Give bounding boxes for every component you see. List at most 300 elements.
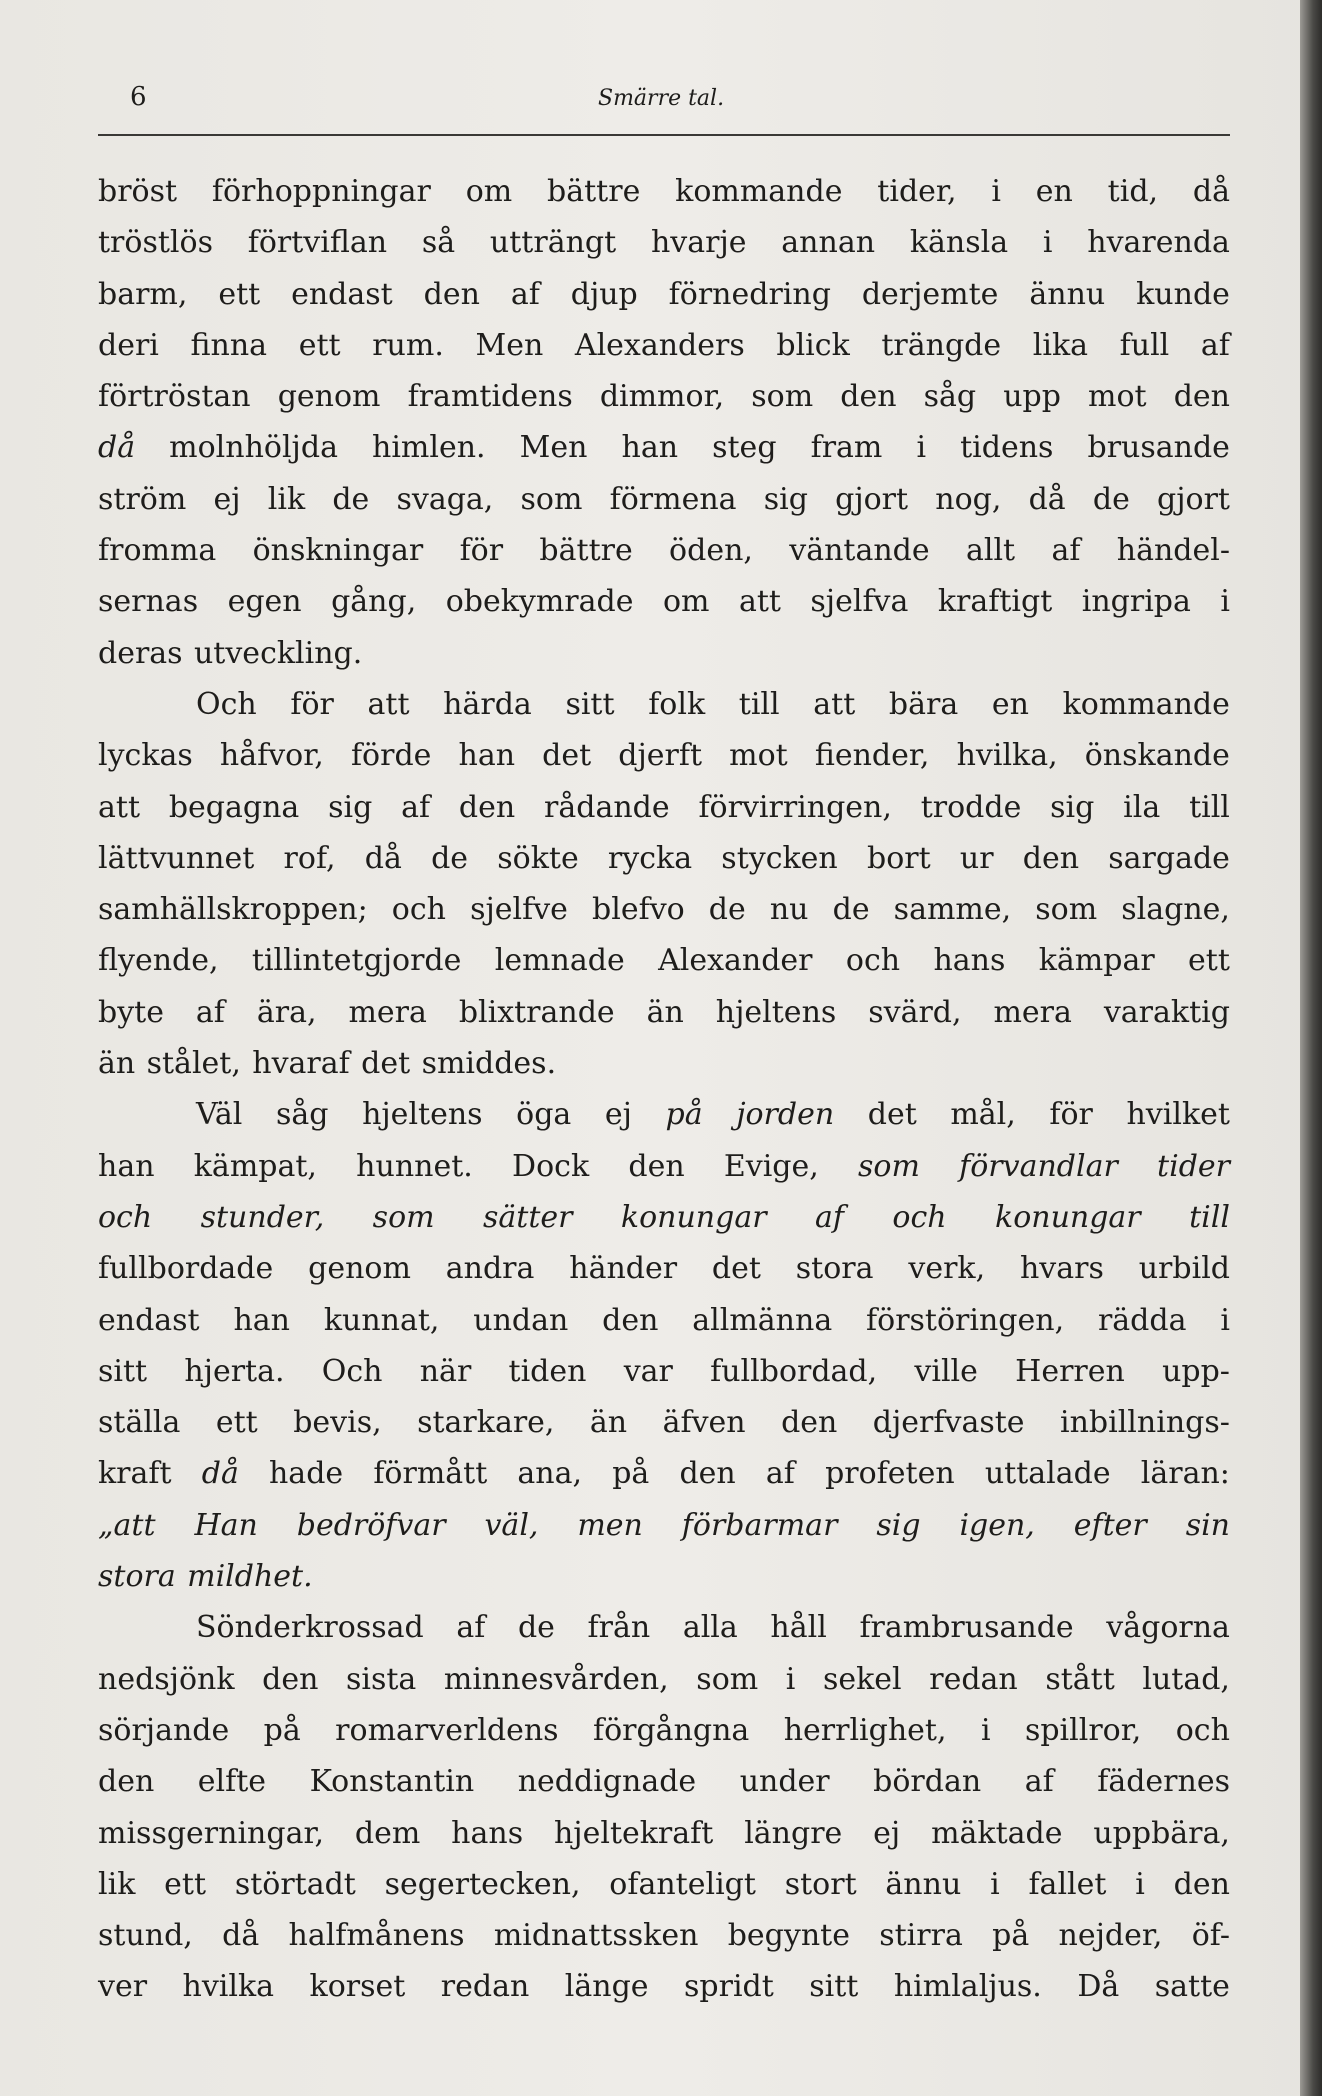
italic-word: „att: [98, 1507, 156, 1543]
word: att: [367, 686, 410, 722]
word: de: [708, 892, 746, 928]
word: till: [1189, 789, 1230, 825]
word: han: [233, 1302, 290, 1338]
word: urbild: [1138, 1251, 1230, 1287]
word: den: [262, 1661, 319, 1697]
word: kämpat,: [193, 1148, 317, 1184]
word: sig: [328, 789, 373, 825]
word: och: [1175, 1712, 1230, 1748]
word: hunnet.: [356, 1148, 473, 1184]
word: en: [991, 686, 1029, 722]
word: önskningar: [252, 533, 424, 569]
text-line: [98, 1405, 1230, 1456]
word: varaktig: [1103, 994, 1230, 1030]
word: upp: [1003, 379, 1061, 415]
word: ännu: [1029, 276, 1106, 312]
word: härda: [443, 686, 532, 722]
word: halfmånens: [288, 1918, 465, 1954]
word: Men: [519, 430, 588, 466]
word: endast: [98, 1302, 200, 1338]
text-line: [98, 1918, 1230, 1969]
word: stålet,: [146, 1046, 241, 1082]
word: andra: [445, 1251, 535, 1287]
word: sekel: [822, 1661, 902, 1697]
word: stått: [1045, 1661, 1115, 1697]
word: af: [195, 994, 225, 1030]
word: så: [421, 225, 456, 261]
text-line: [98, 1354, 1230, 1405]
word: bröst: [98, 174, 178, 209]
word: fädernes: [1097, 1764, 1230, 1800]
word: det: [361, 1046, 411, 1082]
italic-word: igen,: [959, 1507, 1035, 1543]
word: störtadt: [234, 1866, 356, 1902]
word: den: [423, 276, 480, 312]
word: elfte: [197, 1764, 267, 1800]
word: händel-: [1116, 533, 1230, 569]
text-line: [98, 790, 1230, 841]
word: ära,: [256, 994, 317, 1030]
word: flyende,: [98, 943, 219, 979]
word: dimmor,: [599, 379, 725, 415]
body-text: [98, 174, 1230, 2021]
word: annan: [781, 225, 876, 261]
word: sargade: [1108, 840, 1230, 876]
word: byte: [98, 994, 164, 1030]
word: rum.: [372, 327, 444, 363]
word: rådande: [544, 789, 670, 825]
italic-word: som: [372, 1199, 435, 1235]
word: de: [332, 481, 370, 517]
word: brusande: [1087, 430, 1230, 466]
word: fiender,: [814, 738, 930, 774]
word: den: [98, 1764, 155, 1800]
italic-word: som: [858, 1148, 920, 1184]
word: bördan: [873, 1764, 982, 1800]
word: af: [401, 789, 431, 825]
word: ur: [959, 840, 994, 876]
word: om: [465, 174, 513, 209]
text-line: [98, 482, 1230, 533]
word: att: [98, 789, 140, 825]
word: af: [1051, 533, 1081, 569]
word: folk: [648, 686, 706, 722]
word: ver: [98, 1969, 148, 2005]
italic-word: sin: [1185, 1507, 1230, 1543]
word: kraft: [98, 1456, 172, 1492]
word: sista: [345, 1661, 417, 1697]
word: allmänna: [692, 1302, 833, 1338]
word: på: [612, 1456, 650, 1492]
word: som: [520, 481, 583, 517]
word: sitt: [98, 1353, 148, 1389]
word: hvaraf: [252, 1046, 350, 1082]
word: mäktade: [931, 1815, 1063, 1851]
word: var: [623, 1353, 673, 1389]
word: som: [751, 379, 814, 415]
word: mot: [729, 738, 788, 774]
word: stirra: [879, 1918, 963, 1954]
text-line: [98, 1456, 1230, 1507]
word: allt: [965, 533, 1016, 569]
word: vågorna: [1106, 1610, 1230, 1646]
word: bevis,: [293, 1405, 382, 1441]
word: i: [1220, 584, 1230, 620]
word: hjerta.: [184, 1353, 285, 1389]
word: de: [1092, 481, 1130, 517]
word: hjeltens: [715, 994, 837, 1030]
word: korset: [309, 1969, 406, 2005]
word: tröstlös: [98, 225, 213, 261]
word: hvilka,: [956, 738, 1058, 774]
word: bättre: [539, 533, 633, 569]
word: hans: [933, 943, 1006, 979]
word: Och: [196, 686, 257, 722]
running-head: Smärre tal.: [598, 86, 725, 111]
word: djerft: [618, 738, 703, 774]
word: öden,: [669, 533, 753, 569]
word: undan: [473, 1302, 569, 1338]
word: Evige,: [723, 1148, 819, 1184]
text-line: [98, 1251, 1230, 1302]
word: bort: [866, 840, 931, 876]
text-line: [98, 1097, 1230, 1148]
word: samhällskroppen;: [98, 892, 368, 928]
word: han: [458, 738, 516, 774]
word: inbillnings-: [1060, 1405, 1230, 1441]
italic-word: stora: [98, 1559, 176, 1595]
word: ej: [873, 1815, 901, 1851]
word: tid,: [1107, 174, 1159, 209]
word: då: [222, 1918, 260, 1954]
word: smiddes.: [421, 1046, 557, 1082]
word: det: [711, 1251, 761, 1287]
word: i: [916, 430, 927, 466]
word: genom: [277, 379, 381, 415]
italic-word: tider: [1157, 1148, 1230, 1184]
text-line: [98, 1559, 1230, 1610]
word: hjeltekraft: [553, 1815, 714, 1851]
word: uttalade: [984, 1456, 1111, 1492]
word: ett: [164, 1866, 207, 1902]
word: af: [510, 276, 540, 312]
italic-word: konungar: [995, 1199, 1141, 1235]
word: i: [980, 1712, 991, 1748]
italic-word: sig: [876, 1507, 921, 1543]
word: kunnat,: [323, 1302, 440, 1338]
word: utveckling.: [193, 635, 363, 671]
header-rule: [98, 134, 1230, 136]
word: Och: [321, 1353, 383, 1389]
word: rof,: [283, 840, 336, 876]
word: hans: [451, 1815, 524, 1851]
word: gjort: [1157, 481, 1230, 517]
word: tider,: [877, 174, 957, 209]
word: han: [621, 430, 679, 466]
word: frambrusande: [859, 1610, 1074, 1646]
text-line: [98, 1200, 1230, 1251]
word: i: [785, 1661, 796, 1697]
italic-word: Han: [194, 1507, 258, 1543]
word: förhoppningar: [211, 174, 431, 209]
word: den: [458, 789, 516, 825]
word: väntande: [789, 533, 930, 569]
word: nu: [769, 892, 809, 928]
text-line: [98, 995, 1230, 1046]
word: redan: [929, 1661, 1018, 1697]
word: läran:: [1140, 1456, 1230, 1492]
word: redan: [440, 1969, 530, 2005]
word: endast: [291, 276, 393, 312]
word: hvilka: [182, 1969, 275, 2005]
word: svaga,: [396, 481, 494, 517]
italic-word: mildhet.: [187, 1559, 313, 1595]
word: hade: [268, 1456, 344, 1492]
word: mål,: [950, 1097, 1016, 1133]
word: en: [1035, 174, 1073, 209]
word: neddignade: [517, 1764, 697, 1800]
word: af: [1024, 1764, 1054, 1800]
word: förmått: [373, 1456, 488, 1492]
word: fromma: [98, 533, 217, 569]
text-line: [98, 1610, 1230, 1661]
italic-word: på: [665, 1097, 703, 1133]
text-line: [98, 328, 1230, 379]
word: bättre: [547, 174, 641, 209]
word: lättvunnet: [98, 840, 255, 876]
word: obekymrade: [445, 584, 634, 620]
word: kämpar: [1038, 943, 1155, 979]
text-line: [98, 1149, 1230, 1200]
word: spridt: [684, 1969, 774, 2005]
word: i: [990, 1866, 1000, 1902]
word: de: [832, 892, 870, 928]
text-line: [98, 225, 1230, 276]
word: uppbära,: [1093, 1815, 1230, 1851]
word: om: [662, 584, 710, 620]
word: i: [991, 174, 1001, 209]
word: genom: [308, 1251, 411, 1287]
word: trodde: [920, 789, 1022, 825]
word: han: [98, 1148, 155, 1184]
word: den: [1022, 840, 1080, 876]
italic-word: och: [892, 1199, 947, 1235]
word: tillintetgjorde: [251, 943, 462, 979]
text-line: [98, 533, 1230, 584]
word: steg: [712, 430, 777, 466]
italic-word: bedröfvar: [296, 1507, 446, 1543]
word: barm,: [98, 276, 188, 312]
word: Alexander: [658, 943, 813, 979]
word: håfvor,: [219, 738, 324, 774]
word: länge: [564, 1969, 649, 2005]
word: ett: [218, 276, 261, 312]
word: begynte: [727, 1918, 850, 1954]
word: förstöringen,: [866, 1302, 1065, 1338]
text-line: [98, 1662, 1230, 1713]
word: såg: [275, 1097, 329, 1133]
word: mot: [1088, 379, 1147, 415]
word: mera: [993, 994, 1072, 1030]
word: det: [542, 738, 592, 774]
word: håll: [770, 1610, 827, 1646]
word: på: [992, 1918, 1030, 1954]
word: stycken: [721, 840, 838, 876]
word: rycka: [607, 840, 693, 876]
italic-word: förvandlar: [959, 1148, 1118, 1184]
word: ännu: [885, 1866, 962, 1902]
italic-word: då: [98, 430, 136, 466]
word: gjort: [835, 481, 909, 517]
word: bära: [888, 686, 959, 722]
text-line: [98, 1816, 1230, 1867]
word: deri: [98, 327, 159, 363]
word: herrlighet,: [783, 1712, 947, 1748]
word: ville: [914, 1353, 978, 1389]
word: lemnade: [494, 943, 625, 979]
word: starkare,: [417, 1405, 555, 1441]
word: sörjande: [98, 1712, 230, 1748]
word: hvarje: [650, 225, 747, 261]
word: i: [1135, 1866, 1145, 1902]
italic-word: förbarmar: [681, 1507, 838, 1543]
text-line: [98, 379, 1230, 430]
word: kunde: [1136, 276, 1230, 312]
word: känsla: [909, 225, 1009, 261]
italic-word: af: [814, 1199, 844, 1235]
word: ström: [98, 481, 187, 517]
word: när: [419, 1353, 472, 1389]
word: som: [696, 1661, 759, 1697]
word: satte: [1154, 1969, 1230, 2005]
text-line: [98, 738, 1230, 789]
italic-word: stunder,: [200, 1199, 325, 1235]
word: kommande: [1062, 686, 1230, 722]
word: ana,: [517, 1456, 583, 1492]
word: den: [602, 1302, 659, 1338]
word: stort: [784, 1866, 857, 1902]
text-line: [98, 892, 1230, 943]
italic-word: jorden: [736, 1097, 835, 1133]
word: full: [1119, 327, 1170, 363]
text-line: [98, 943, 1230, 994]
word: lik: [98, 1866, 136, 1902]
word: fram: [810, 430, 883, 466]
word: för: [1049, 1097, 1093, 1133]
word: att: [738, 584, 781, 620]
word: dem: [354, 1815, 421, 1851]
word: sernas: [98, 584, 199, 620]
word: ej: [604, 1097, 632, 1133]
word: lika: [1032, 327, 1089, 363]
word: lik: [267, 481, 306, 517]
word: ett: [298, 327, 341, 363]
word: utträngt: [489, 225, 617, 261]
word: hvarenda: [1087, 225, 1230, 261]
word: de: [517, 1610, 555, 1646]
word: och: [845, 943, 901, 979]
word: missgerningar,: [98, 1815, 325, 1851]
word: djerfvaste: [872, 1405, 1025, 1441]
word: önskande: [1084, 738, 1230, 774]
italic-word: men: [577, 1507, 643, 1543]
word: då: [1192, 174, 1230, 209]
word: profeten: [825, 1456, 955, 1492]
word: midnattssken: [493, 1918, 699, 1954]
word: nog,: [935, 481, 1002, 517]
word: äfven: [662, 1405, 746, 1441]
word: att: [813, 686, 856, 722]
word: förde: [350, 738, 432, 774]
italic-word: då: [201, 1456, 239, 1492]
word: sig: [1050, 789, 1095, 825]
word: förtviflan: [247, 225, 388, 261]
word: fullbordade: [98, 1251, 274, 1287]
word: den: [1173, 379, 1230, 415]
word: fullbordad,: [710, 1353, 878, 1389]
word: Alexanders: [574, 327, 745, 363]
word: slagne,: [1121, 892, 1230, 928]
word: sjelfve: [470, 892, 568, 928]
word: blick: [776, 327, 850, 363]
word: än: [98, 1046, 136, 1082]
italic-word: konungar: [620, 1199, 767, 1235]
word: den: [679, 1456, 736, 1492]
text-line: [98, 687, 1230, 738]
word: för: [290, 686, 334, 722]
word: molnhöljda: [169, 430, 338, 466]
word: då: [1028, 481, 1066, 517]
word: djup: [570, 276, 638, 312]
word: spillror,: [1024, 1712, 1142, 1748]
word: som: [1035, 892, 1098, 928]
word: lyckas: [98, 738, 193, 774]
page-number: 6: [130, 82, 147, 112]
text-line: [98, 1867, 1230, 1918]
word: från: [587, 1610, 651, 1646]
word: tidens: [960, 430, 1054, 466]
word: af: [765, 1456, 795, 1492]
word: verk,: [908, 1251, 986, 1287]
word: på: [263, 1712, 301, 1748]
italic-word: efter: [1073, 1507, 1147, 1543]
word: upp-: [1162, 1353, 1230, 1389]
word: fallet: [1028, 1866, 1107, 1902]
word: stora: [795, 1251, 874, 1287]
word: och: [391, 892, 446, 928]
text-line: [98, 1046, 1230, 1097]
word: af: [456, 1610, 486, 1646]
word: kraftigt: [937, 584, 1053, 620]
text-line: [98, 277, 1230, 328]
word: himlaljus.: [893, 1969, 1042, 2005]
word: den: [840, 379, 897, 415]
text-line: [98, 1303, 1230, 1354]
word: finna: [190, 327, 268, 363]
word: hvilket: [1126, 1097, 1230, 1133]
italic-word: till: [1189, 1199, 1230, 1235]
word: himlen.: [372, 430, 486, 466]
word: nedsjönk: [98, 1661, 235, 1697]
word: såg: [923, 379, 977, 415]
word: derjemte: [861, 276, 999, 312]
word: Väl: [196, 1097, 243, 1133]
word: sig: [763, 481, 808, 517]
word: stund,: [98, 1918, 193, 1954]
word: de: [431, 840, 469, 876]
word: den: [1173, 1866, 1230, 1902]
word: Konstantin: [309, 1764, 475, 1800]
